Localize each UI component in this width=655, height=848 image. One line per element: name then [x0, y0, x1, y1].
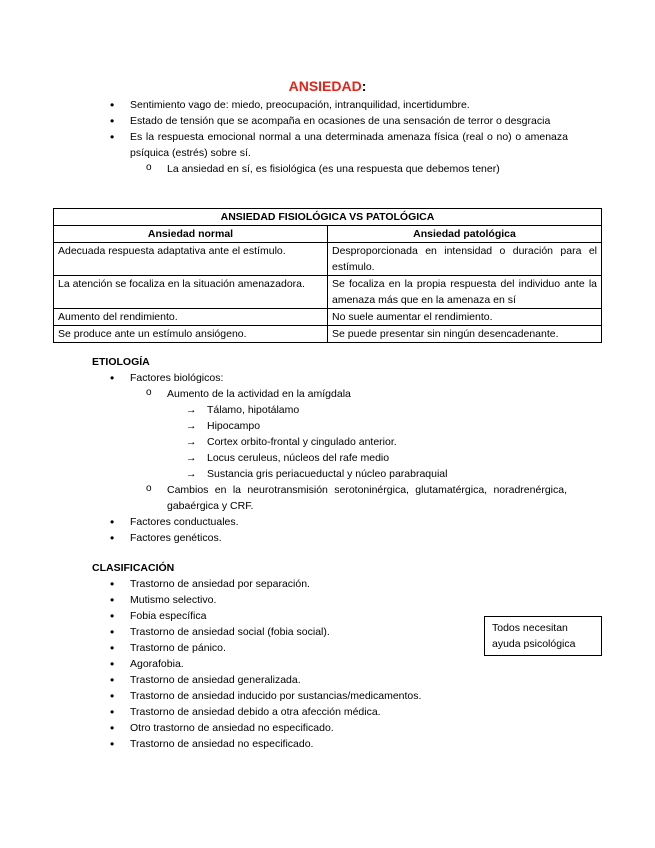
list-item: • Factores genéticos.: [108, 530, 567, 546]
arrow-right-icon: →: [186, 420, 197, 432]
table-row: [54, 243, 602, 276]
list-item: • Trastorno de ansiedad no especificado.: [108, 736, 472, 752]
title-text: ANSIEDAD: [288, 78, 362, 94]
list-item: • Trastorno de ansiedad social (fobia social).: [108, 624, 472, 640]
list-item: • Otro trastorno de ansiedad no especificado.: [108, 720, 472, 736]
arrow-item: [108, 434, 567, 450]
column-header-patologica: Ansiedad patológica: [328, 226, 602, 243]
intro-bullet: • Es la respuesta emocional normal a una determinada amenaza física (real o no) o amenaza psíquica (estrés) sobre sí.: [108, 129, 568, 161]
section-title-clasificacion: CLASIFICACIÓN: [92, 562, 175, 574]
table-cell: Desproporcionada en intensidad o duración para el estímulo.: [328, 243, 602, 276]
intro-bullet: • Sentimiento vago de: miedo, preocupación, intranquilidad, incertidumbre.: [108, 97, 568, 113]
list-item: • Factores biológicos:: [108, 370, 567, 386]
arrow-item: [108, 450, 567, 466]
page-title: [0, 77, 655, 95]
arrow-item-text: Sustancia gris periacueductal y núcleo parabraquial: [207, 468, 448, 480]
list-item: • Trastorno de ansiedad por separación.: [108, 576, 472, 592]
sub-list-item: o Aumento de la actividad en la amígdala: [108, 386, 567, 402]
list-item: • Trastorno de ansiedad generalizada.: [108, 672, 472, 688]
arrow-item-text: Locus ceruleus, núcleos del rafe medio: [207, 452, 390, 464]
etiologia-section: [92, 354, 567, 546]
clasificacion-section: [92, 560, 472, 752]
table-cell: Se produce ante un estímulo ansiógeno.: [54, 326, 328, 343]
intro-bullet: • Estado de tensión que se acompaña en ocasiones de una sensación de terror o desgracia: [108, 113, 568, 129]
table-cell: Se puede presentar sin ningún desencadenante.: [328, 326, 602, 343]
arrow-right-icon: →: [186, 404, 197, 416]
table-cell: Aumento del rendimiento.: [54, 309, 328, 326]
intro-sub-bullet: o La ansiedad en sí, es fisiológica (es una respuesta que debemos tener): [108, 161, 568, 177]
list-item: • Fobia específica: [108, 608, 472, 624]
table-header-row: [54, 226, 602, 243]
table-title: ANSIEDAD FISIOLÓGICA VS PATOLÓGICA: [54, 209, 602, 226]
sub-list-item: o Cambios en la neurotransmisión serotoninérgica, glutamatérgica, noradrenérgica, gabaérgica y CRF.: [108, 482, 567, 514]
arrow-right-icon: →: [186, 468, 197, 480]
list-item: • Trastorno de ansiedad debido a otra afección médica.: [108, 704, 472, 720]
list-item: • Agorafobia.: [108, 656, 472, 672]
column-header-normal: Ansiedad normal: [54, 226, 328, 243]
table-cell: La atención se focaliza en la situación amenazadora.: [54, 276, 328, 309]
arrow-item-text: Hipocampo: [207, 420, 261, 432]
section-title-etiologia: ETIOLOGÍA: [92, 356, 150, 368]
arrow-item: [108, 466, 567, 482]
list-item: • Trastorno de ansiedad inducido por sustancias/medicamentos.: [108, 688, 472, 704]
arrow-item-text: Tálamo, hipotálamo: [207, 404, 300, 416]
table-row: [54, 309, 602, 326]
list-item: • Trastorno de pánico.: [108, 640, 472, 656]
table-cell: Se focaliza en la propia respuesta del individuo ante la amenaza más que en la amenaza en sí: [328, 276, 602, 309]
comparison-table: [53, 208, 602, 343]
table-title-row: [54, 209, 602, 226]
note-box: Todos necesitan ayuda psicológica: [484, 616, 602, 656]
table-row: [54, 276, 602, 309]
intro-section: [108, 97, 568, 177]
list-item: • Mutismo selectivo.: [108, 592, 472, 608]
arrow-item: [108, 418, 567, 434]
arrow-right-icon: →: [186, 436, 197, 448]
table-cell: No suele aumentar el rendimiento.: [328, 309, 602, 326]
arrow-right-icon: →: [186, 452, 197, 464]
arrow-item: [108, 402, 567, 418]
list-item: • Factores conductuales.: [108, 514, 567, 530]
title-colon: :: [361, 78, 367, 94]
table-row: [54, 326, 602, 343]
arrow-item-text: Cortex orbito-frontal y cingulado anterior.: [207, 436, 397, 448]
table-cell: Adecuada respuesta adaptativa ante el estímulo.: [54, 243, 328, 276]
